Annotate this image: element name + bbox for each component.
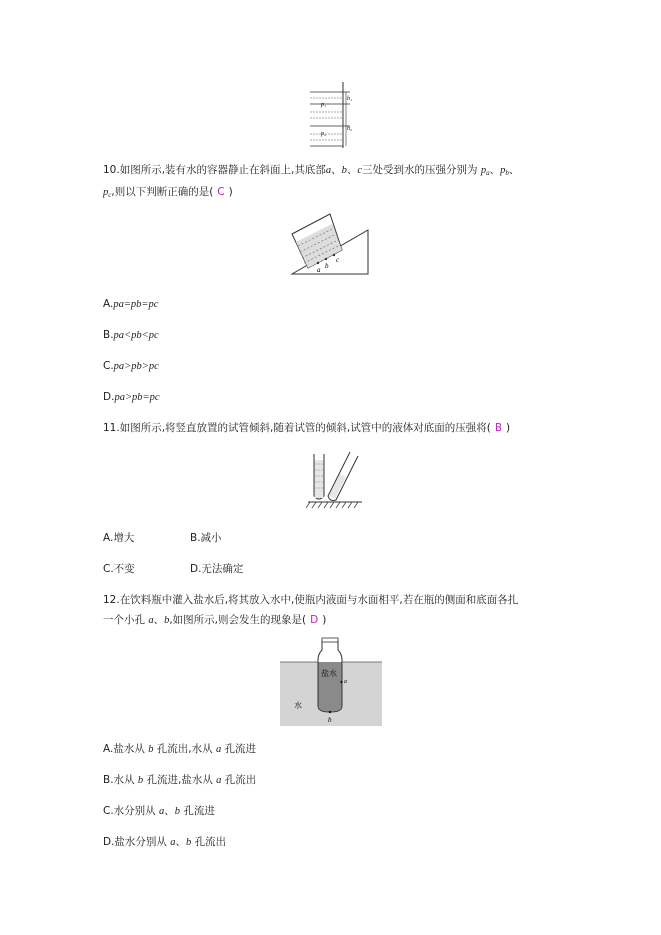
q11-option-a: A.增大 [103, 532, 135, 544]
q11-option-d: D.无法确定 [190, 563, 244, 575]
q12-fig-b: b [328, 716, 332, 724]
q12-stem-line2: 一个小孔 a、b,如图所示,则会发生的现象是( D ) [103, 614, 327, 626]
p2-label: p₂ [321, 131, 327, 137]
q10-fig-a: a [317, 266, 321, 274]
q12-option-a: A.盐水从 b 孔流出,水从 a 孔流进 [103, 743, 257, 755]
tilted-test-tube-figure [306, 450, 364, 512]
h1-label: h₁ [347, 96, 353, 102]
h2-label: h₂ [347, 126, 353, 132]
q10-fig-c: c [336, 256, 340, 264]
q10-option-d: D.pa>pb=pc [103, 391, 160, 403]
q10-stem-line2: $p_c$,则以下判断正确的是( C ) [103, 186, 233, 199]
container-on-slope-figure [290, 212, 376, 278]
q11-answer: B [494, 422, 503, 434]
q10-option-a: A.pa=pb=pc [103, 298, 159, 310]
q10-option-c: C.pa>pb>pc [103, 360, 159, 372]
bottle-in-water-figure [280, 636, 384, 728]
q11-option-c: C.不变 [103, 563, 135, 575]
q12-answer: D [310, 614, 319, 626]
q10-answer: C [217, 186, 225, 198]
q12-option-c: C.水分别从 a、b 孔流进 [103, 805, 215, 817]
q12-fig-a: a [344, 679, 347, 685]
q12-option-d: D.盐水分别从 a、b 孔流出 [103, 836, 227, 848]
q12-stem-line1: 12.在饮料瓶中灌入盐水后,将其放入水中,使瓶内液面与水面相平,若在瓶的侧面和底面各扎 [103, 594, 519, 606]
layered-liquid-figure [305, 80, 365, 150]
q11-option-b: B.减小 [190, 532, 222, 544]
q10-option-b: B.pa<pb<pc [103, 329, 159, 341]
p1-label: p₁ [321, 102, 327, 108]
q11-stem: 11.如图所示,将竖直放置的试管倾斜,随着试管的倾斜,试管中的液体对底面的压强将( B ) [103, 422, 511, 434]
q12-option-b: B.水从 b 孔流进,盐水从 a 孔流出 [103, 774, 257, 786]
q10-fig-b: b [325, 262, 329, 270]
water-label: 水 [294, 701, 302, 710]
salt-water-label: 盐水 [321, 669, 337, 678]
q10-stem-line1: 10.如图所示,装有水的容器静止在斜面上,其底部a、b、c三处受到水的压强分别为 $p_a$、$p_b$、 [103, 164, 520, 177]
